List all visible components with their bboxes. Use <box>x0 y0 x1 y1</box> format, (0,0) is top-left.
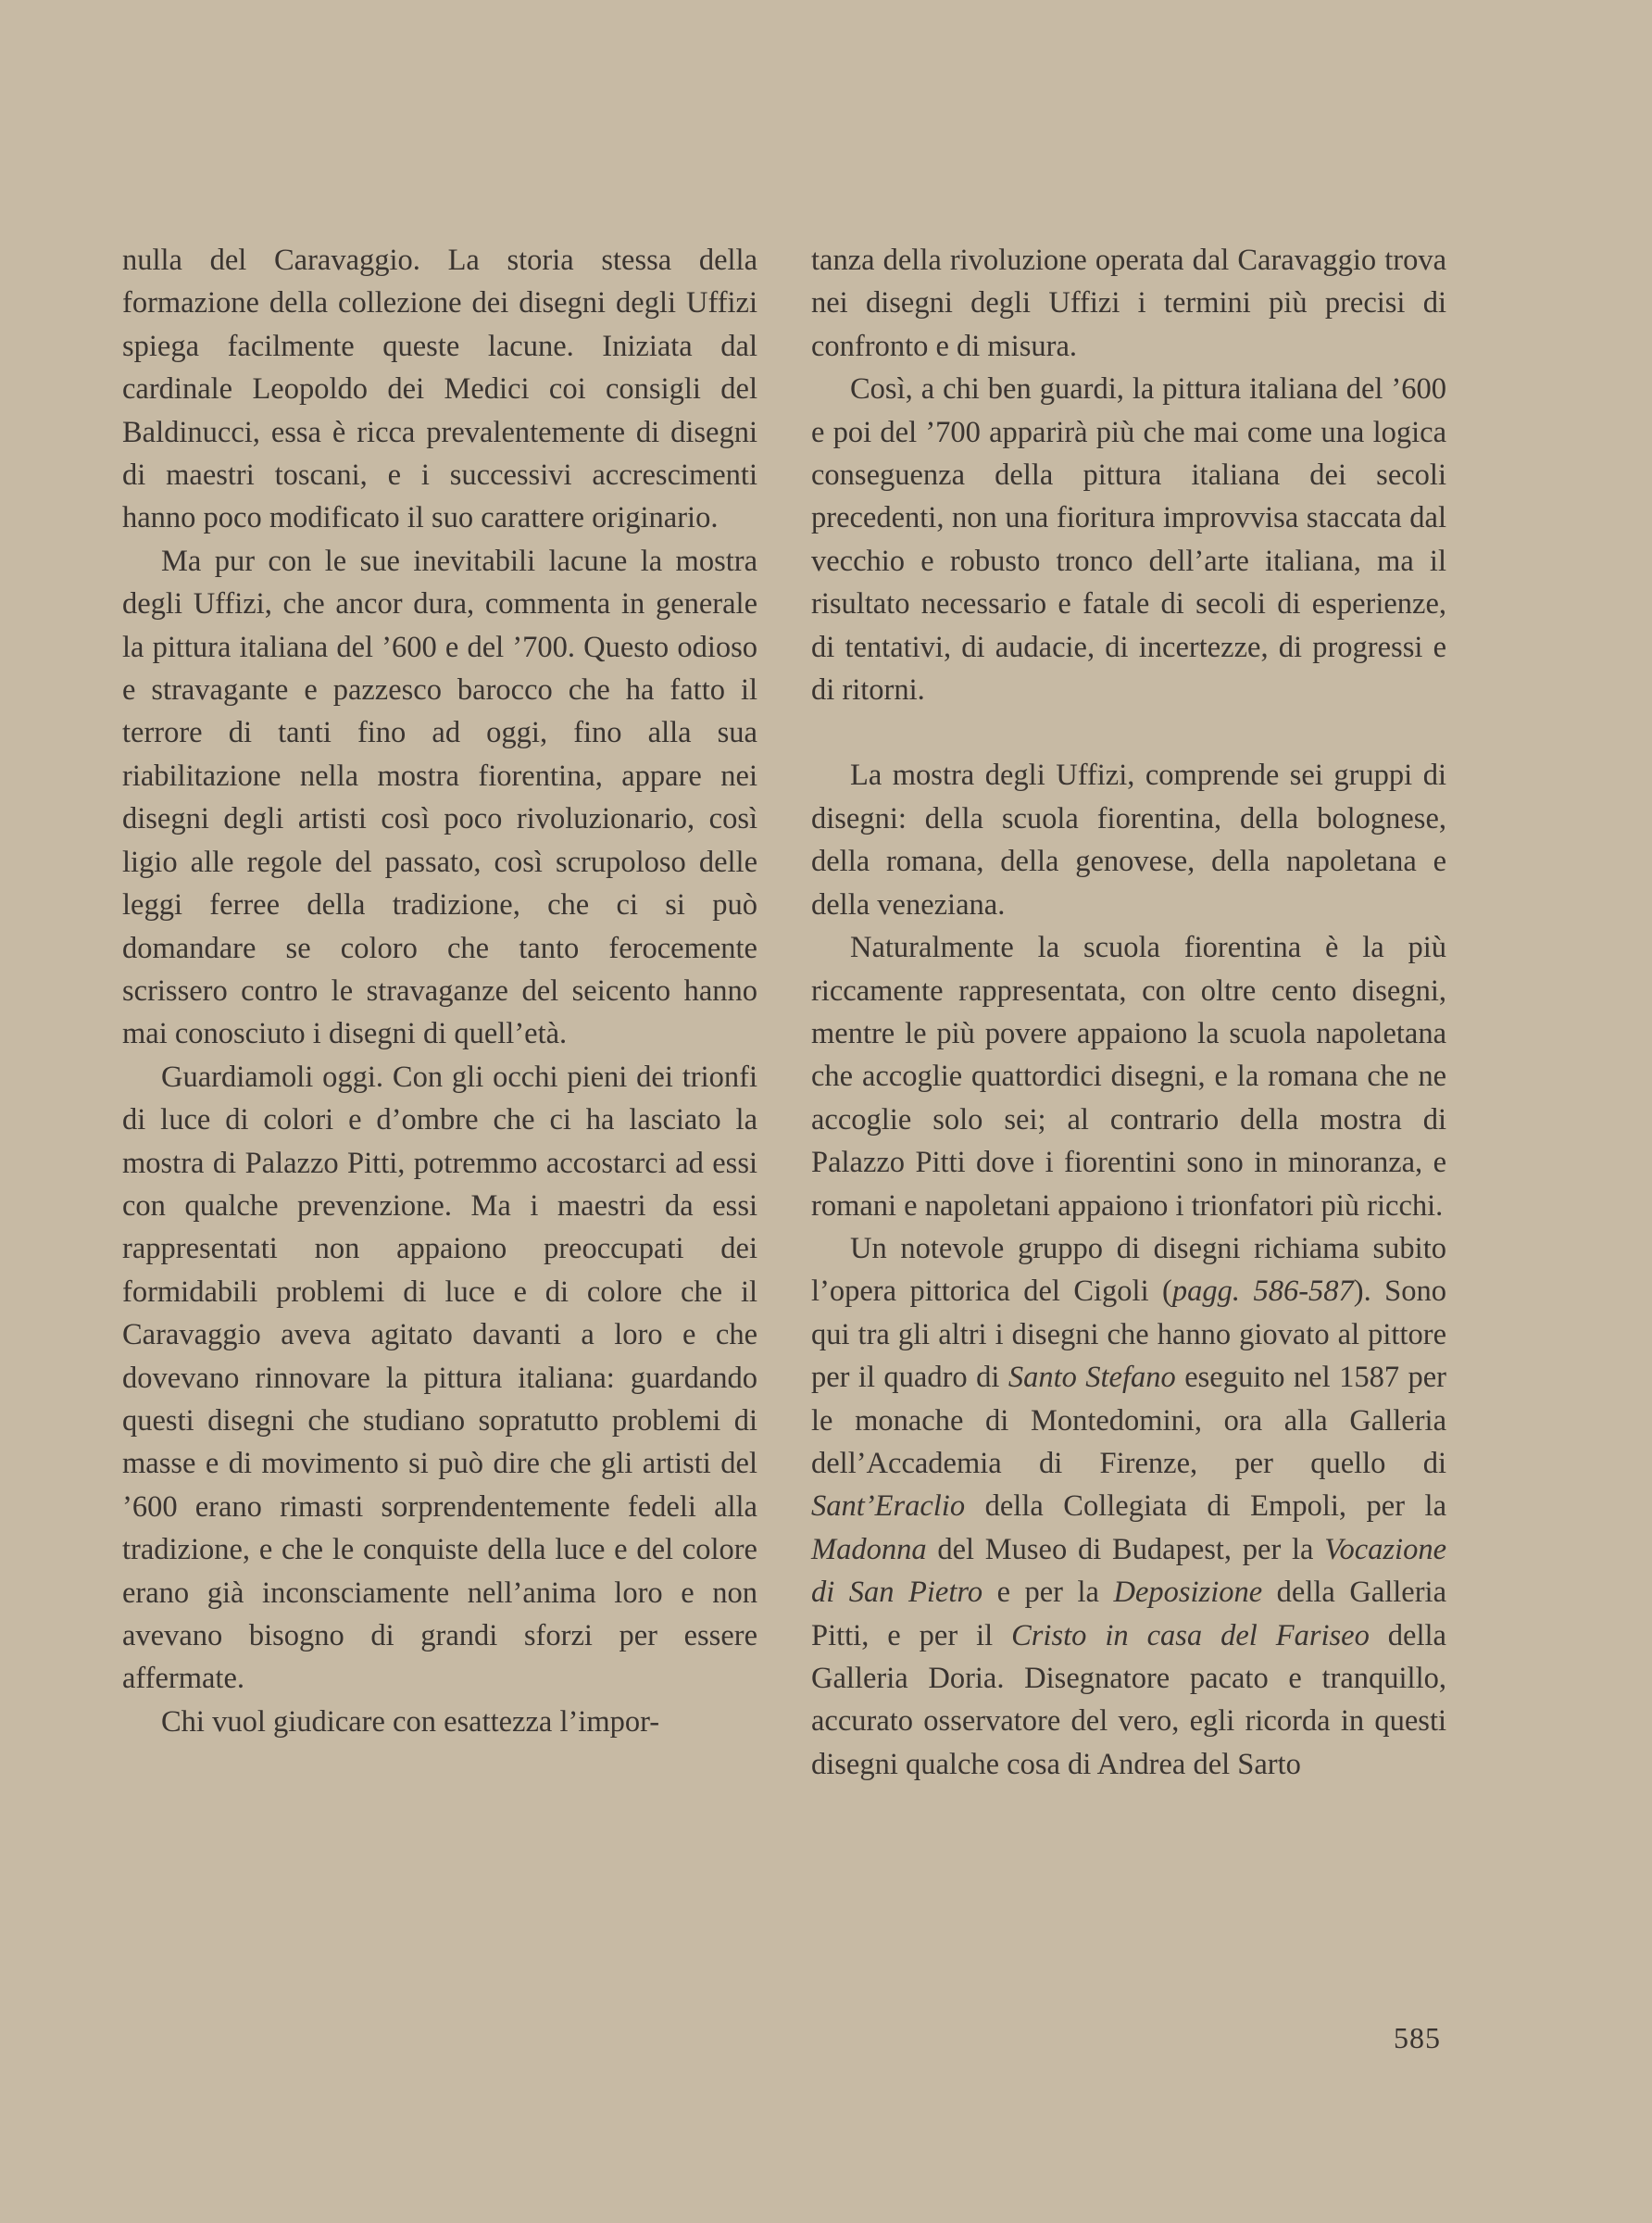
artwork-title: Sant’Eraclio <box>811 1489 966 1524</box>
text-run: e per la <box>982 1576 1114 1610</box>
paragraph: La mostra degli Uffizi, comprende sei gruppi di disegni: della scuola fiorentina, della bolognese, della romana, della genovese, della napoletana e della veneziana. <box>811 759 1446 922</box>
text-run: della Galleria Doria. Disegnatore pacato e tranquillo, accurato osservatore del vero, egli ricorda in questi disegni qualche cosa di Andrea del Sarto <box>811 1618 1446 1781</box>
paragraph: Così, a chi ben guardi, la pittura italiana del ’600 e poi del ’700 apparirà più che mai come una logica conseguenza della pittura italiana dei secoli precedenti, non una fioritura improvvisa staccata dal vecchio e robusto tronco dell’arte italiana, ma il risultato necessario e fatale di secoli di esperienze, di tentativi, di audacie, di incertezze, di progressi e di ritorni. <box>811 372 1446 708</box>
page-number: 585 <box>1394 2021 1441 2054</box>
paragraph <box>811 1227 1446 1786</box>
text-run: Un notevole gruppo di disegni richiama subito l’opera pittorica del Cigoli ( <box>811 1231 1446 1309</box>
text-run: ). Sono qui tra gli altri i disegni che hanno giovato al pittore per il quadro di <box>811 1275 1446 1395</box>
text-run: della Galleria Pitti, e per il <box>811 1576 1446 1652</box>
right-column <box>811 239 1446 1786</box>
left-column <box>122 239 757 1743</box>
artwork-title: Vocazione di San Pietro <box>811 1532 1446 1610</box>
text-run: eseguito nel 1587 per le monache di Montedomini, ora alla Galleria dell’Accademia di Firenze, per quello di <box>811 1361 1446 1480</box>
artwork-title: Deposizione <box>1113 1576 1263 1610</box>
artwork-title: Santo Stefano <box>1007 1361 1176 1395</box>
paragraph: Guardiamoli oggi. Con gli occhi pieni dei trionfi di luce di colori e d’ombre che ci ha lasciato la mostra di Palazzo Pitti, potremmo accostarci ad essi con qualche prevenzione. Ma i maestri da essi rappresentati non appaiono preoccupati dei formidabili problemi di luce e di colore che il Caravaggio aveva agitato davanti a loro e che dovevano rinnovare la pittura italiana: guardando questi disegni che studiano sopratutto problemi di masse e di movimento si può dire che gli artisti del ’600 erano rimasti sorprendentemente fedeli alla tradizione, e che le conquiste della luce e del colore erano già inconsciamente nell’anima loro e non avevano bisogno di grandi sforzi per essere affermate. <box>122 1060 757 1696</box>
paragraph: Ma pur con le sue inevitabili lacune la mostra degli Uffizi, che ancor dura, commenta in generale la pittura italiana del ’600 e del ’700. Questo odioso e stravagante e pazzesco barocco che ha fatto il terrore di tanti fino ad oggi, fino alla sua riabilitazione nella mostra fiorentina, appare nei disegni degli artisti così poco rivoluzionario, così ligio alle regole del passato, così scrupoloso delle leggi ferree della tradizione, che ci si può domandare se coloro che tanto ferocemente scrissero contro le stravaganze del seicento hanno mai conosciuto i disegni di quell’età. <box>122 544 757 1051</box>
paragraph: nulla del Caravaggio. La storia stessa della formazione della collezione dei disegni degli Uffizi spiega facilmente queste lacune. Iniziata dal cardinale Leopoldo dei Medici coi consigli del Baldinucci, essa è ricca prevalentemente di disegni di maestri toscani, e i successivi accrescimenti hanno poco modificato il suo carattere originario. <box>122 244 757 535</box>
paragraph: Naturalmente la scuola fiorentina è la più riccamente rappresentata, con oltre cento disegni, mentre le più povere appaiono la scuola napoletana che accoglie quattordici disegni, e la romana che ne accoglie solo sei; al contrario della mostra di Palazzo Pitti dove i fiorentini sono in minoranza, e romani e napoletani appaiono i trionfatori più ricchi. <box>811 931 1446 1223</box>
artwork-title: Cristo in casa del Fariseo <box>1011 1618 1370 1652</box>
text-run: del Museo di Budapest, per la <box>926 1532 1325 1566</box>
artwork-title: Madonna <box>811 1532 927 1566</box>
paragraph: tanza della rivoluzione operata dal Caravaggio trova nei disegni degli Uffizi i termini più precisi di confronto e di misura. <box>811 244 1446 363</box>
text-run: della Collegiata di Empoli, per la <box>965 1489 1446 1524</box>
page-reference: pagg. 586-587 <box>1171 1275 1354 1309</box>
paragraph: Chi vuol giudicare con esattezza l’impor- <box>161 1704 660 1739</box>
